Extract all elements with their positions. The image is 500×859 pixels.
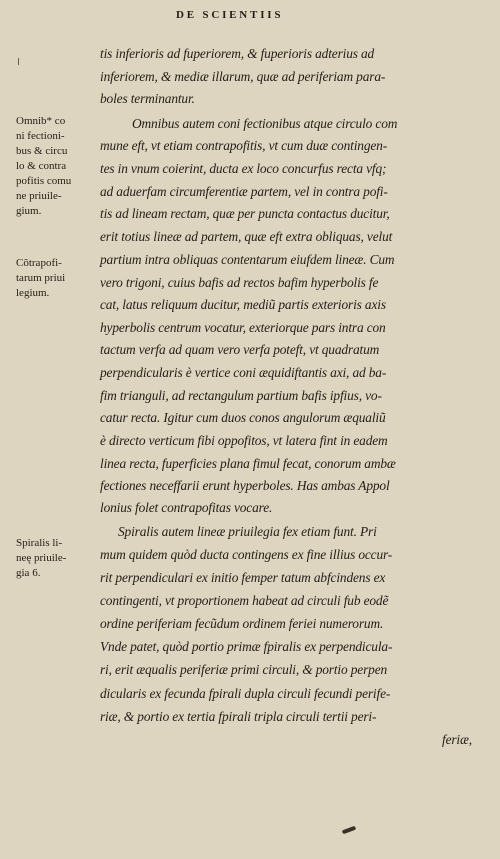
text-line: catur recta. Igitur cum duos conos angulorum æqualiũ xyxy=(100,410,386,425)
margin-note-line: neę priuile- xyxy=(16,552,67,564)
margin-note-line: lo & contra xyxy=(16,160,67,172)
text-line: tes in vnum coierint, ducta ex loco concurfus recta vfq; xyxy=(100,161,387,176)
margin-note-line: ne priuile- xyxy=(16,190,62,202)
text-line: cat, latus reliquum ducitur, mediũ partis exterioris axis xyxy=(100,297,386,312)
text-line: Vnde patet, quòd portio primæ fpiralis ex perpendicula- xyxy=(100,639,393,654)
text-line: perpendicularis è vertice coni æquidiftantis axi, ad ba- xyxy=(100,365,387,380)
text-line: feriæ, xyxy=(442,732,472,747)
text-line: dicularis ex fecunda fpirali dupla circuli fecundi perife- xyxy=(100,686,391,701)
text-line: erit totius lineæ ad partem, quæ eft extra obliquas, velut xyxy=(100,229,393,244)
margin-mark xyxy=(18,58,19,65)
text-line: rit perpendiculari ex initio femper tatum abfcindens ex xyxy=(100,570,386,585)
margin-note-line: gia 6. xyxy=(16,567,41,579)
ink-smudge xyxy=(342,826,357,835)
running-head: DE SCIENTIIS xyxy=(176,9,284,21)
text-line: linea recta, fuperficies plana fimul fecat, conorum ambæ xyxy=(100,456,396,471)
text-line: vero trigoni, cuius bafis ad rectos bafim hyperbolis fe xyxy=(100,275,379,290)
text-line: partium intra obliquas contentarum eiufdem lineæ. Cum xyxy=(100,252,395,267)
margin-note-line: ni fectioni- xyxy=(16,130,65,142)
text-line: inferiorem, & mediæ illarum, quæ ad periferiam para- xyxy=(100,69,386,84)
text-line: è directo verticum fibi oppofitos, vt latera fint in eadem xyxy=(100,433,388,448)
margin-note xyxy=(16,536,98,581)
text-line: Omnibus autem coni fectionibus atque circulo com xyxy=(132,116,398,131)
text-line: riæ, & portio ex tertia fpirali tripla circuli tertii peri- xyxy=(100,709,377,724)
text-line: Spiralis autem lineæ priuilegia fex etiam funt. Pri xyxy=(118,524,377,539)
text-line: fim trianguli, ad rectangulum partium bafis ipfius, vo- xyxy=(100,388,382,403)
text-line: tis inferioris ad fuperiorem, & fuperioris adterius ad xyxy=(100,46,375,61)
text-line: tactum verfa ad quam vero verfa poteft, vt quadratum xyxy=(100,342,380,357)
text-line: lonius folet contrapofitas vocare. xyxy=(100,500,273,515)
margin-note-line: legium. xyxy=(16,287,50,299)
margin-note-line: Spiralis li- xyxy=(16,537,63,549)
margin-note xyxy=(16,114,98,219)
text-line: hyperbolis centrum vocatur, exteriorque pars intra con xyxy=(100,320,386,335)
margin-note xyxy=(16,256,98,301)
text-line: ordine periferiam fecũdum ordinem feriei numerorum. xyxy=(100,616,384,631)
margin-note-line: Cõtrapofi- xyxy=(16,257,62,269)
margin-note-line: bus & circu xyxy=(16,145,68,157)
margin-note-line: gium. xyxy=(16,205,42,217)
margin-note-line: tarum priui xyxy=(16,272,66,284)
text-line: contingenti, vt proportionem habeat ad circuli fub eodẽ xyxy=(100,593,389,608)
text-line: tis ad lineam rectam, quæ per puncta contactus ducitur, xyxy=(100,206,390,221)
text-line: mum quidem quòd ducta contingens ex fine illius occur- xyxy=(100,547,393,562)
text-line: ad aduerfam circumferentiæ partem, vel in contra pofi- xyxy=(100,184,388,199)
text-line: boles terminantur. xyxy=(100,91,195,106)
text-line: fectiones neceffarii erunt hyperboles. Has ambas Appol xyxy=(100,478,390,493)
margin-note-line: Omnib* co xyxy=(16,115,66,127)
margin-note-line: pofitis comu xyxy=(16,175,72,187)
text-line: ri, erit æqualis periferiæ primi circuli, & portio perpen xyxy=(100,662,388,677)
text-line: mune eft, vt etiam contrapofitis, vt cum duæ contingen- xyxy=(100,138,388,153)
